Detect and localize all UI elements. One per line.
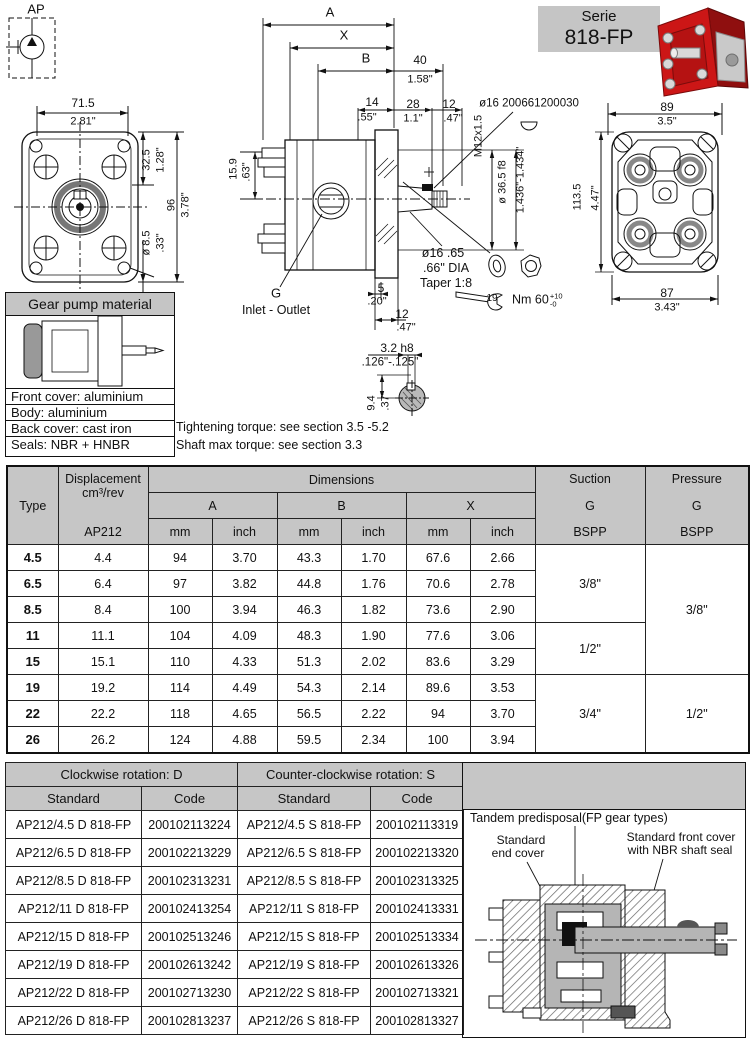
code-row: AP212/26 D 818-FP 200102813237 AP212/26 S 818-FP 200102813327 [6, 1007, 464, 1035]
suction-group-1: 3/8" [535, 545, 645, 623]
sv-d40: 40 [413, 53, 427, 67]
table-row: 8.5 8.4 100 3.94 46.3 1.82 73.6 2.90 [7, 597, 749, 623]
suction-group-3: 3/4" [535, 675, 645, 754]
col-header-a-mm: mm [148, 519, 212, 545]
ap-symbol-label: AP [27, 1, 45, 17]
table-row: 11 11.1 104 4.09 48.3 1.90 77.6 3.06 1/2" [7, 623, 749, 649]
fv-height-mm: 96 [165, 198, 178, 212]
cw-standard-header: Standard [6, 787, 142, 811]
sv-torque: Nm 60 +10 -0 [512, 291, 563, 308]
code-row: AP212/19 D 818-FP 200102613242 AP212/19 S 818-FP 200102613326 [6, 951, 464, 979]
displacement-line1: Displacement [65, 472, 141, 486]
sv-dim-x: X [339, 27, 349, 43]
col-header-pressure: Pressure G BSPP [645, 466, 749, 545]
bv-width-in: 3.5" [657, 115, 677, 128]
sv-d40-in: 1.58" [407, 73, 433, 86]
col-header-a: A [148, 493, 277, 519]
fv-hole-mm: ø 8.5 [140, 230, 153, 256]
bv-height-in: 4.47" [589, 185, 602, 211]
table-row: 15 15.1 110 4.33 51.3 2.02 83.6 3.29 [7, 649, 749, 675]
end-cover-label-line1: Standard [496, 833, 546, 847]
ccw-standard-header: Standard [238, 787, 371, 811]
material-box-title: Gear pump material [6, 293, 174, 316]
note-shaft-torque: Shaft max torque: see section 3.3 [176, 438, 363, 452]
code-row: AP212/22 D 818-FP 200102713230 AP212/22 S 818-FP 200102713321 [6, 979, 464, 1007]
sk-width-in: .126"-.125" [361, 356, 419, 369]
fv-offset-in: 1.28" [154, 147, 167, 173]
code-row: AP212/8.5 D 818-FP 200102313231 AP212/8.5 S 818-FP 200102313325 [6, 867, 464, 895]
fv-height-in: 3.78" [179, 192, 192, 218]
sv-dim-a: A [325, 4, 335, 20]
tandem-cross-section-drawing [465, 812, 745, 1036]
dimensions-table [6, 465, 750, 754]
sv-d5-in: .20" [367, 295, 387, 308]
sv-pilot-in: 1.436"-1.434" [514, 146, 527, 214]
bv-width2-in: 3.43" [654, 301, 680, 314]
sv-d28: 28 [406, 97, 420, 111]
code-row: AP212/6.5 D 818-FP 200102213229 AP212/6.5 S 818-FP 200102213320 [6, 839, 464, 867]
material-row-back-cover: Back cover: cast iron [6, 421, 174, 437]
cw-rotation-header: Clockwise rotation: D [6, 763, 238, 787]
material-box-drawing [6, 316, 174, 389]
bv-width2-mm: 87 [660, 286, 674, 300]
product-photo [648, 2, 754, 106]
material-row-body: Body: aluminium [6, 405, 174, 421]
ccw-code-header: Code [371, 787, 464, 811]
sv-torque-sub: -0 [549, 299, 557, 308]
code-row: AP212/4.5 D 818-FP 200102113224 AP212/4.5 S 818-FP 200102113319 [6, 811, 464, 839]
table-row: 26 26.2 124 4.88 59.5 2.34 100 3.94 [7, 727, 749, 754]
sv-d12-in: .47" [443, 112, 463, 125]
sv-taper: Taper 1:8 [419, 275, 473, 290]
sv-taper-dia: .66" DIA [422, 260, 470, 275]
sv-torque-sup: +10 [549, 291, 563, 301]
cw-code-header: Code [142, 787, 238, 811]
fv-width-mm: 71.5 [71, 96, 95, 110]
sk-height: 9.4 [365, 395, 378, 411]
table-row: 4.5 4.4 94 3.70 43.3 1.70 67.6 2.66 3/8" 3/8" [7, 545, 749, 571]
end-cover-label-line2: end cover [491, 846, 545, 860]
material-row-front-cover: Front cover: aluminium [6, 389, 174, 405]
code-row: AP212/11 D 818-FP 200102413254 AP212/11 S 818-FP 200102413331 [6, 895, 464, 923]
table-row: 19 19.2 114 4.49 54.3 2.14 89.6 3.53 3/4" 1/2" [7, 675, 749, 701]
table-row: 6.5 6.4 97 3.82 44.8 1.76 70.6 2.78 [7, 571, 749, 597]
code-row: AP212/15 D 818-FP 200102513246 AP212/15 S 818-FP 200102513334 [6, 923, 464, 951]
bv-height-mm: 113.5 [571, 183, 584, 211]
sk-height-in: .37" [379, 391, 392, 411]
fv-width-in: 2.81" [70, 115, 96, 128]
fv-offset-mm: 32.5 [140, 149, 153, 171]
ordering-codes-table [5, 762, 464, 1035]
suction-group-2: 1/2" [535, 623, 645, 675]
series-badge [538, 6, 660, 52]
front-cover-label-line2: with NBR shaft seal [627, 843, 733, 857]
pressure-group-2: 1/2" [645, 675, 749, 754]
ccw-rotation-header: Counter-clockwise rotation: S [238, 763, 464, 787]
col-header-type: Type [7, 466, 58, 545]
fv-hole-in: .33" [154, 233, 167, 253]
sv-d5: 5 [377, 281, 385, 295]
front-cover-label-line1: Standard front cover [626, 830, 736, 844]
table-row: 22 22.2 118 4.65 56.5 2.22 94 3.70 [7, 701, 749, 727]
col-header-x-mm: mm [406, 519, 470, 545]
sv-d159-in: .63" [240, 162, 253, 182]
displacement-line2: cm³/rev [82, 486, 124, 500]
bv-width-mm: 89 [660, 100, 674, 114]
col-header-x: X [406, 493, 535, 519]
sv-d12: 12 [442, 97, 456, 111]
pressure-group-1: 3/8" [645, 545, 749, 675]
sv-pilot-mm: ø 36.5 f8 [496, 160, 509, 204]
series-badge-line1: Serie [581, 8, 617, 25]
material-row-seals: Seals: NBR + HNBR [11, 437, 130, 452]
sv-d12b: 12 [395, 307, 409, 321]
displacement-line3: AP212 [84, 525, 122, 539]
sv-wrench-size: 19 [486, 293, 498, 304]
note-tightening-torque: Tightening torque: see section 3.5 -5.2 [176, 420, 389, 434]
col-header-b-mm: mm [277, 519, 341, 545]
sv-dim-b: B [361, 50, 371, 66]
col-header-displacement [58, 466, 148, 545]
sk-width: 3.2 h8 [380, 341, 414, 355]
material-box [5, 292, 175, 457]
sv-port-sub: Inlet - Outlet [241, 302, 311, 317]
sv-d14-in: .55" [357, 111, 377, 124]
col-header-b-inch: inch [341, 519, 406, 545]
sv-port-label: G [270, 285, 282, 301]
ap-symbol-drawing [6, 14, 64, 84]
tandem-label: Tandem predisposal(FP gear types) [470, 810, 668, 825]
col-header-b: B [277, 493, 406, 519]
sv-taper-d: ø16 .65 [421, 245, 465, 260]
sv-d14: 14 [365, 95, 379, 109]
sv-d28-in: 1.1" [403, 112, 423, 125]
col-header-suction: Suction G BSPP [535, 466, 645, 545]
tandem-panel-header [463, 763, 745, 810]
sv-thread: M12x1.5 [472, 114, 485, 158]
series-badge-line2: 818-FP [564, 26, 634, 49]
col-header-x-inch: inch [470, 519, 535, 545]
sv-d12b-in: .47" [396, 321, 416, 334]
sv-key-callout: ø16 200661200030 [479, 97, 579, 110]
col-header-a-inch: inch [212, 519, 277, 545]
col-header-dimensions: Dimensions [148, 466, 535, 493]
sv-d159: 15.9 [227, 158, 240, 180]
